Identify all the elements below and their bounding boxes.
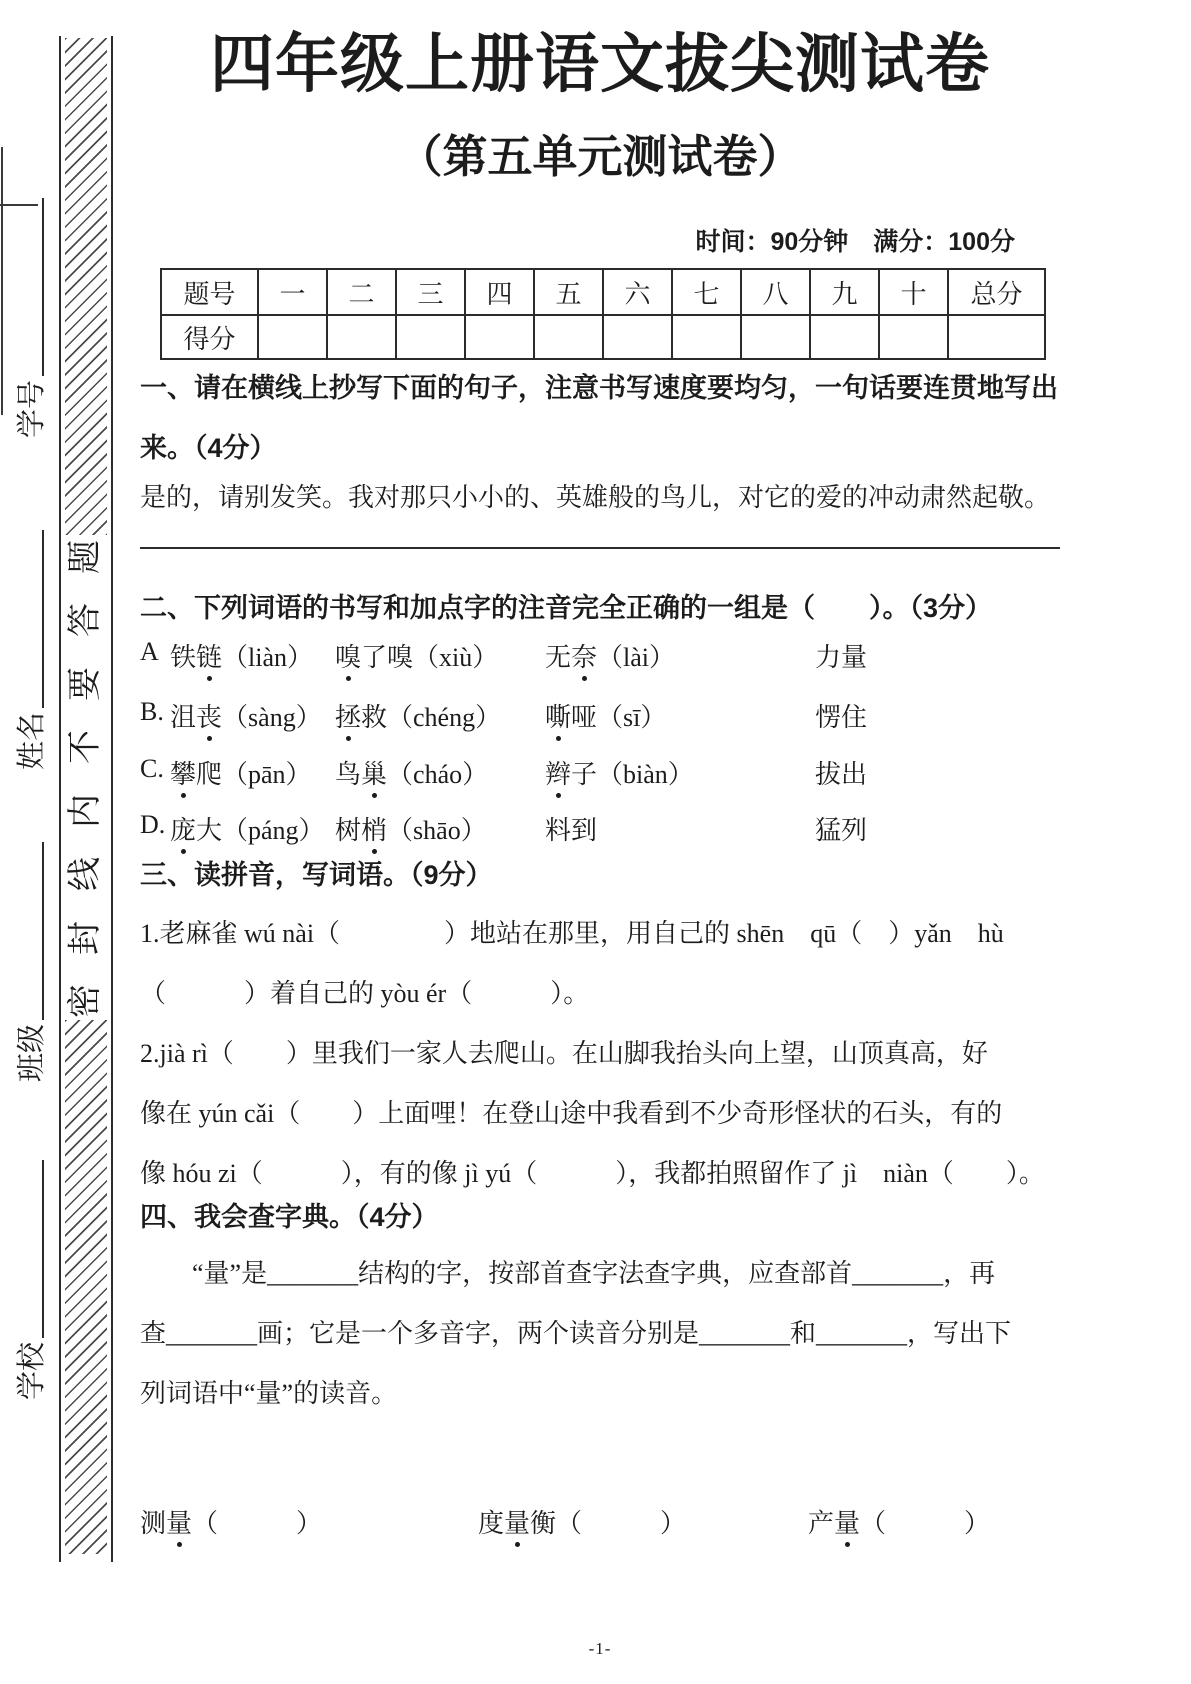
q2-option-b: [140, 697, 867, 734]
seal-char: 密: [67, 983, 104, 1018]
emphasized-char: 嗅: [335, 637, 361, 674]
emphasized-char: 庞: [170, 810, 196, 847]
seal-hatching-bottom: [65, 1020, 107, 1554]
class-blank-line: [42, 842, 44, 1020]
word-cell: 无奈（lài）: [545, 637, 815, 674]
emphasized-char: 辫: [545, 754, 571, 791]
q1-heading-line1: 一、请在横线上抄写下面的句子，注意书写速度要均匀，一句话要连贯地写出: [140, 373, 1058, 403]
word-cell: 庞大（páng）: [170, 810, 335, 847]
q2-option-a: [140, 637, 867, 674]
score-cell: [810, 315, 879, 359]
col-10: 十: [879, 269, 948, 315]
seal-hatching-top: [65, 38, 107, 535]
class-text: 班级: [16, 1023, 49, 1082]
score-cell: [465, 315, 534, 359]
school-label: [15, 1160, 49, 1400]
seal-char: 答: [67, 603, 104, 638]
col-5: 五: [534, 269, 603, 315]
student-id-label: [15, 198, 49, 438]
word-cell: 沮丧（sàng）: [170, 697, 335, 734]
word-cell: 度量衡（ ）: [478, 1503, 808, 1540]
word-cell: 猛列: [815, 816, 868, 845]
emphasized-char: 量: [834, 1503, 860, 1540]
score-cell: [879, 315, 948, 359]
seal-char: 不: [67, 730, 104, 765]
student-name-text: 姓名: [16, 711, 49, 770]
emphasized-char: 嘶: [545, 697, 571, 734]
score-cell: [741, 315, 810, 359]
word-cell: 攀爬（pān）: [170, 754, 335, 791]
word-cell: 铁链（liàn）: [170, 637, 335, 674]
student-id-text: 学号: [16, 379, 49, 438]
page-number: -1-: [588, 1639, 612, 1658]
col-7: 七: [672, 269, 741, 315]
score-cell: [396, 315, 465, 359]
score-cell: [258, 315, 327, 359]
q1-answer-line: [140, 547, 1060, 549]
q3-line-1: 1.老麻雀 wú nài（ ）地站在那里，用自己的 shēn qū（ ）yǎn hù: [140, 919, 1004, 948]
col-total: 总分: [948, 269, 1045, 315]
paper-subtitle: （第五单元测试卷）: [397, 131, 803, 182]
emphasized-char: 量: [504, 1503, 530, 1540]
emphasized-char: 拯: [335, 697, 361, 734]
page-edge-line: [1, 147, 3, 415]
word-cell: 料到: [545, 816, 598, 845]
time-score-info: 时间：90分钟 满分：100分: [695, 228, 1015, 256]
score-cell: [327, 315, 396, 359]
word-cell: 辫子（biàn）: [545, 754, 815, 791]
seal-char: 题: [67, 540, 104, 574]
word-cell: 测量（ ）: [140, 1503, 478, 1540]
q2-option-d: [140, 810, 867, 847]
school-blank-line: [42, 1160, 44, 1338]
q4-heading: 四、我会查字典。（4分）: [140, 1202, 439, 1232]
col-2: 二: [327, 269, 396, 315]
word-cell: 树梢（shāo）: [335, 810, 545, 847]
seal-char: 要: [67, 666, 104, 701]
q4-words-row: [140, 1503, 990, 1540]
seal-char: 封: [67, 920, 104, 955]
emphasized-char: 攀: [170, 754, 196, 791]
word-cell: 鸟巢（cháo）: [335, 754, 545, 791]
word-cell: 拔出: [815, 760, 868, 789]
q3-line-2: （ ）着自己的 yòu ér（ ）。: [140, 979, 590, 1008]
emphasized-char: 链: [196, 637, 222, 674]
seal-char: 线: [67, 857, 104, 892]
q1-heading-line2: 来。（4分）: [140, 433, 277, 463]
student-id-blank-line: [42, 198, 44, 376]
q3-heading: 三、读拼音，写词语。（9分）: [140, 860, 493, 890]
option-letter: D.: [140, 810, 166, 839]
content-area: [140, 0, 1060, 1684]
school-text: 学校: [16, 1341, 49, 1400]
q4-line-2: 查_______画；它是一个多音字，两个读音分别是_______和_______，写出下: [140, 1319, 1012, 1348]
option-letter: C.: [140, 754, 164, 783]
q3-line-3: 2.jià rì（ ）里我们一家人去爬山。在山脚我抬头向上望，山顶真高，好: [140, 1039, 988, 1068]
col-9: 九: [810, 269, 879, 315]
score-cell-total: [948, 315, 1045, 359]
seal-char: 内: [67, 793, 104, 828]
q3-line-4: 像在 yún cǎi（ ）上面哩！在登山途中我看到不少奇形怪状的石头，有的: [140, 1099, 1003, 1128]
q4-line-1: “量”是_______结构的字，按部首查字法查字典，应查部首_______，再: [140, 1259, 996, 1288]
score-cell: [672, 315, 741, 359]
score-cell: [603, 315, 672, 359]
word-cell: 嘶哑（sī）: [545, 697, 815, 734]
emphasized-char: 丧: [196, 697, 222, 734]
col-1: 一: [258, 269, 327, 315]
student-name-blank-line: [42, 530, 44, 708]
seal-warning-text: [59, 540, 113, 1018]
question-number-label: 题号: [161, 269, 258, 315]
paper-title: 四年级上册语文拔尖测试卷: [210, 28, 990, 100]
col-8: 八: [741, 269, 810, 315]
emphasized-char: 量: [166, 1503, 192, 1540]
word-cell: 拯救（chéng）: [335, 697, 545, 734]
word-cell: 力量: [815, 643, 868, 672]
class-label: [15, 842, 49, 1082]
score-table: [160, 268, 1046, 360]
score-label: 得分: [161, 315, 258, 359]
student-name-label: [15, 530, 49, 770]
q1-sentence: 是的，请别发笑。我对那只小小的、英雄般的鸟儿，对它的爱的冲动肃然起敬。: [140, 483, 1051, 512]
word-cell: 愣住: [815, 703, 868, 732]
emphasized-char: 奈: [571, 637, 597, 674]
option-letter: B.: [140, 697, 164, 726]
word-cell: 产量（ ）: [808, 1503, 990, 1540]
word-cell: 嗅了嗅（xiù）: [335, 637, 545, 674]
col-4: 四: [465, 269, 534, 315]
score-table-header-row: [161, 269, 1045, 315]
score-cell: [534, 315, 603, 359]
q2-option-c: [140, 754, 867, 791]
option-letter: A: [140, 637, 159, 666]
emphasized-char: 梢: [361, 810, 387, 847]
q3-line-5: 像 hóu zi（ ），有的像 jì yú（ ），我都拍照留作了 jì niàn（ ）。: [140, 1159, 1045, 1188]
emphasized-char: 巢: [361, 754, 387, 791]
q4-line-3: 列词语中“量”的读音。: [140, 1379, 398, 1408]
score-table-score-row: [161, 315, 1045, 359]
q2-heading: 二、下列词语的书写和加点字的注音完全正确的一组是（ ）。（3分）: [140, 593, 993, 623]
col-6: 六: [603, 269, 672, 315]
col-3: 三: [396, 269, 465, 315]
